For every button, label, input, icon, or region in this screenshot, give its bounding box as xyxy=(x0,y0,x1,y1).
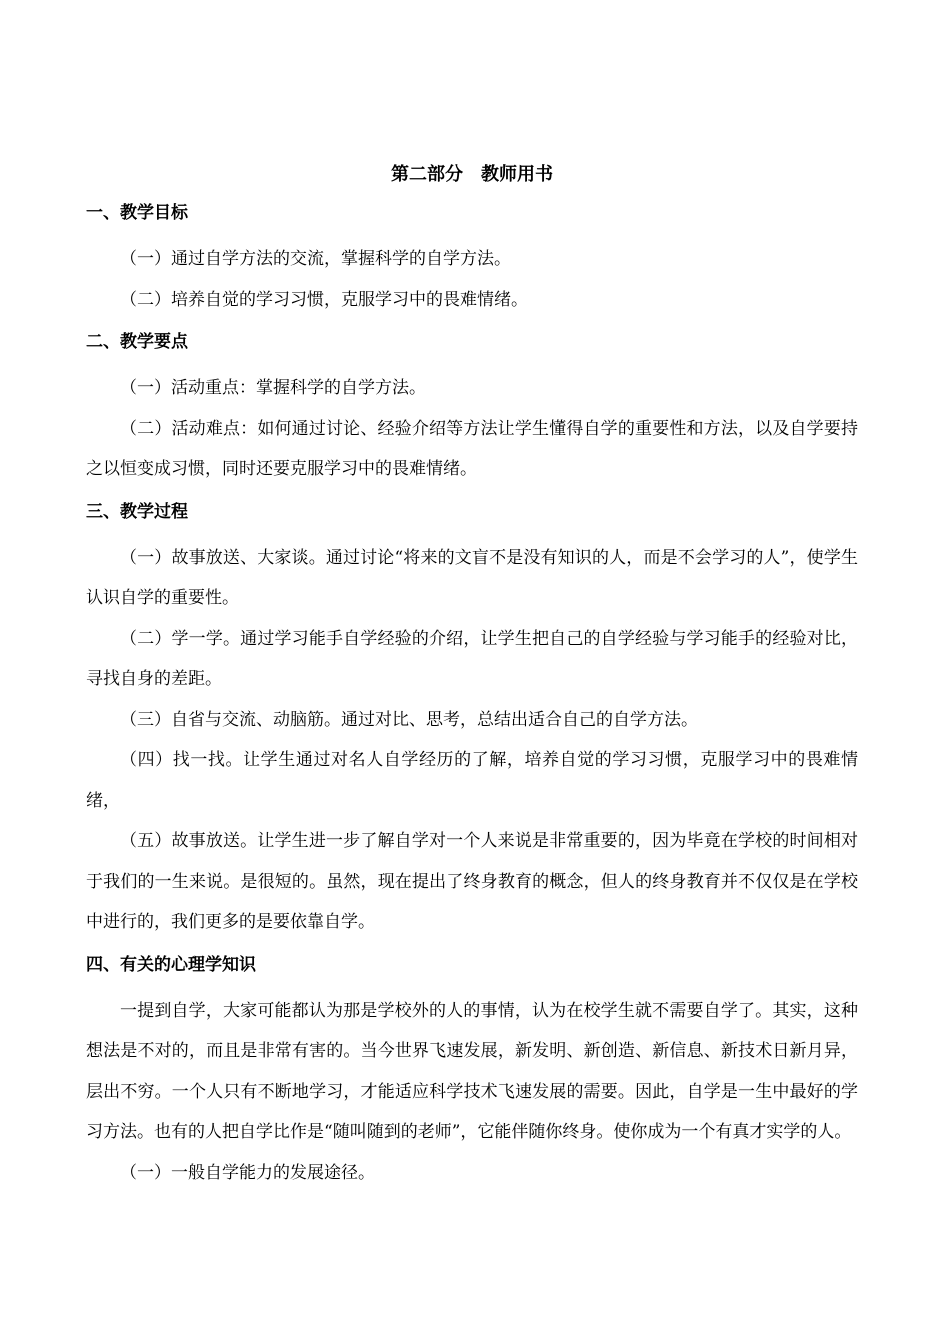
section-heading: 三、教学过程 xyxy=(86,501,188,522)
paragraph: （二）学一学。通过学习能手自学经验的介绍，让学生把自己的自学经验与学习能手的经验对比，寻找自身的差距。 xyxy=(86,628,858,689)
section-heading: 四、有关的心理学知识 xyxy=(86,954,256,975)
paragraph: （三）自省与交流、动脑筋。通过对比、思考，总结出适合自己的自学方法。 xyxy=(120,709,698,730)
section-heading: 二、教学要点 xyxy=(86,332,188,352)
section-teaching-process xyxy=(86,498,858,943)
section-teaching-points xyxy=(86,328,858,490)
paragraph: （五）故事放送。让学生进一步了解自学对一个人来说是非常重要的，因为毕竟在学校的时间相对于我们的一生来说。是很短的。虽然，现在提出了终身教育的概念，但人的终身教育并不仅仅是在学校中进行的，我们更多的是要依靠自学。 xyxy=(86,831,858,932)
paragraph: （一）一般自学能力的发展途径。 xyxy=(120,1162,375,1183)
section-heading: 一、教学目标 xyxy=(86,203,188,223)
paragraph: （二）培养自觉的学习习惯，克服学习中的畏难情绪。 xyxy=(120,289,528,310)
document-title: 第二部分 教师用书 xyxy=(391,164,553,185)
paragraph: （二）活动难点：如何通过讨论、经验介绍等方法让学生懂得自学的重要性和方法，以及自学要持之以恒变成习惯，同时还要克服学习中的畏难情绪。 xyxy=(86,418,858,479)
paragraph: （一）活动重点：掌握科学的自学方法。 xyxy=(120,378,426,398)
paragraph: （一）通过自学方法的交流，掌握科学的自学方法。 xyxy=(120,249,511,269)
paragraph: （四）找一找。让学生通过对名人自学经历的了解，培养自觉的学习习惯，克服学习中的畏难情绪， xyxy=(86,750,858,811)
paragraph: （一）故事放送、大家谈。通过讨论“将来的文盲不是没有知识的人，而是不会学习的人”，使学生认识自学的重要性。 xyxy=(86,547,858,608)
section-psychology-knowledge xyxy=(86,951,858,1194)
section-teaching-goals xyxy=(86,199,858,320)
document-page xyxy=(86,160,858,1193)
paragraph: 一提到自学，大家可能都认为那是学校外的人的事情，认为在校学生就不需要自学了。其实，这种想法是不对的，而且是非常有害的。当今世界飞速发展，新发明、新创造、新信息、新技术日新月异，层出不穷。一个人只有不断地学习，才能适应科学技术飞速发展的需要。因此，自学是一生中最好的学习方法。也有的人把自学比作是“随叫随到的老师”，它能伴随你终身。使你成为一个有真才实学的人。 xyxy=(86,1000,858,1142)
